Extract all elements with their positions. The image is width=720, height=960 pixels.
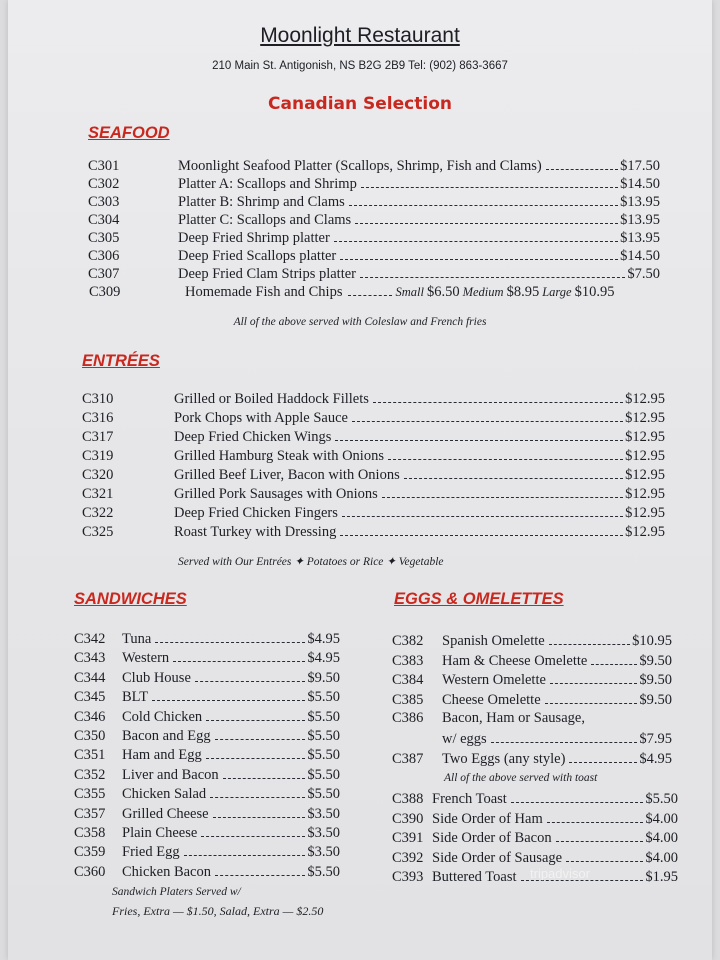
menu-item-c386-line2 xyxy=(442,730,672,748)
menu-item-c304 xyxy=(88,211,660,229)
item-price: $12.95 xyxy=(625,410,665,426)
dot-leader xyxy=(545,703,638,704)
item-name: Plain Cheese xyxy=(122,825,198,841)
item-name: Western xyxy=(122,650,170,667)
dot-leader xyxy=(155,642,305,643)
sandwiches-heading: SANDWICHES xyxy=(74,590,187,608)
item-name: French Toast xyxy=(432,791,507,807)
item-name: Pork Chops with Apple Sauce xyxy=(174,410,348,426)
menu-item-c322 xyxy=(82,504,665,522)
item-name: Chicken Salad xyxy=(122,786,207,803)
item-price: $5.50 xyxy=(307,766,340,783)
item-name: Grilled Hamburg Steak with Onions xyxy=(174,448,384,464)
dot-leader xyxy=(223,778,306,779)
dot-leader xyxy=(550,683,637,684)
menu-item-c303 xyxy=(88,193,660,211)
item-name: Grilled Pork Sausages with Onions xyxy=(174,486,378,502)
item-name: Fried Egg xyxy=(122,844,180,861)
item-name: Deep Fried Scallops platter xyxy=(178,248,337,264)
item-price: $12.95 xyxy=(625,486,665,502)
item-price: $4.95 xyxy=(307,631,340,647)
menu-item-c351 xyxy=(74,746,340,764)
entrees-note: Served with Our Entrées ✦ Potatoes or Rice ✦ Vegetable xyxy=(178,556,444,568)
dot-leader xyxy=(511,802,644,803)
item-price: $3.50 xyxy=(307,805,340,822)
menu-item-c344 xyxy=(74,669,340,687)
item-name-line1: Bacon, Ham or Sausage, xyxy=(442,710,585,726)
item-code: C386 xyxy=(392,710,424,726)
dot-leader xyxy=(556,841,644,842)
item-price: $13.95 xyxy=(620,212,660,228)
item-price: $9.50 xyxy=(307,669,340,686)
menu-item-c388 xyxy=(392,790,678,808)
item-code: C357 xyxy=(74,805,106,822)
item-code: C346 xyxy=(74,708,106,725)
item-price: $12.95 xyxy=(625,524,665,540)
size-small-label: Small xyxy=(395,285,424,299)
item-price: $9.50 xyxy=(639,691,672,708)
menu-item-c382 xyxy=(392,632,672,650)
item-code: C302 xyxy=(88,176,120,192)
item-code: C320 xyxy=(82,467,114,483)
item-name: Side Order of Sausage xyxy=(432,849,563,866)
item-price: $3.50 xyxy=(307,825,340,841)
dot-leader xyxy=(340,535,623,536)
dot-leader xyxy=(206,720,305,721)
dot-leader xyxy=(210,797,305,798)
menu-item-c301 xyxy=(88,157,660,175)
item-price: $4.95 xyxy=(639,751,672,767)
item-name: Western Omelette xyxy=(442,672,546,688)
menu-item-c391 xyxy=(392,829,678,847)
menu-item-c307 xyxy=(88,265,660,283)
dot-leader xyxy=(215,875,305,876)
size-large-label: Large xyxy=(542,285,572,299)
item-code: C307 xyxy=(88,266,120,282)
item-name: Liver and Bacon xyxy=(122,766,219,783)
item-price: $12.95 xyxy=(625,505,665,521)
menu-item-c345 xyxy=(74,688,340,706)
menu-item-c350 xyxy=(74,727,340,745)
item-name: Deep Fried Shrimp platter xyxy=(178,230,330,246)
item-name: Two Eggs (any style) xyxy=(442,751,566,767)
item-code: C388 xyxy=(392,791,424,807)
menu-page xyxy=(8,0,712,960)
dot-leader xyxy=(348,295,392,296)
item-name: Club House xyxy=(122,669,191,686)
item-name: BLT xyxy=(122,689,149,706)
item-name: Grilled Cheese xyxy=(122,805,209,822)
item-name: Moonlight Seafood Platter (Scallops, Shrimp, Fish and Clams) xyxy=(178,158,542,174)
menu-item-c355 xyxy=(74,785,340,803)
item-name: Platter C: Scallops and Clams xyxy=(178,212,352,228)
menu-item-c320 xyxy=(82,466,665,484)
dot-leader xyxy=(549,644,630,645)
item-code: C390 xyxy=(392,810,424,827)
item-price: $1.95 xyxy=(645,869,678,885)
item-name: Homemade Fish and Chips xyxy=(185,284,343,300)
item-code: C342 xyxy=(74,631,106,647)
dot-leader xyxy=(404,478,623,479)
menu-item-c392 xyxy=(392,849,678,867)
item-code: C352 xyxy=(74,766,106,783)
dot-leader xyxy=(373,402,623,403)
item-price: $5.50 xyxy=(307,708,340,725)
item-price: $5.50 xyxy=(307,786,340,803)
item-price: $17.50 xyxy=(620,158,660,174)
item-code: C344 xyxy=(74,669,106,686)
menu-item-c390 xyxy=(392,810,678,828)
item-name: Cold Chicken xyxy=(122,708,203,725)
item-price: $12.95 xyxy=(625,448,665,464)
menu-item-c310 xyxy=(82,390,665,408)
item-name: Chicken Bacon xyxy=(122,863,211,880)
item-code: C350 xyxy=(74,728,106,744)
item-code: C303 xyxy=(88,194,120,210)
item-price: $5.50 xyxy=(307,728,340,744)
menu-item-c317 xyxy=(82,428,665,446)
item-name: Bacon and Egg xyxy=(122,728,211,744)
dot-leader xyxy=(491,742,638,743)
item-price: $12.95 xyxy=(625,467,665,483)
menu-item-c316 xyxy=(82,409,665,427)
item-name: Ham & Cheese Omelette xyxy=(442,652,588,669)
item-price: $4.00 xyxy=(645,830,678,846)
menu-item-c305 xyxy=(88,229,660,247)
dot-leader xyxy=(352,421,623,422)
dot-leader xyxy=(206,758,306,759)
dot-leader xyxy=(173,661,305,662)
item-name: Cheese Omelette xyxy=(442,691,541,708)
menu-item-c302 xyxy=(88,175,660,193)
menu-item-c386 xyxy=(392,710,585,727)
dot-leader xyxy=(546,169,618,170)
item-name: Platter B: Shrimp and Clams xyxy=(178,194,345,210)
item-name: Roast Turkey with Dressing xyxy=(174,524,337,540)
item-price: $10.95 xyxy=(632,633,672,649)
item-code: C359 xyxy=(74,844,106,861)
dot-leader xyxy=(566,861,643,862)
size-medium-label: Medium xyxy=(462,285,504,299)
dot-leader xyxy=(334,241,618,242)
menu-item-c306 xyxy=(88,247,660,265)
dot-leader xyxy=(382,497,623,498)
menu-item-c321 xyxy=(82,485,665,503)
item-code: C392 xyxy=(392,849,424,866)
seafood-heading: SEAFOOD xyxy=(88,124,170,142)
menu-item-c325 xyxy=(82,523,665,541)
dot-leader xyxy=(152,700,305,701)
item-price: $3.50 xyxy=(307,844,340,861)
item-code: C387 xyxy=(392,751,424,767)
item-code: C351 xyxy=(74,747,106,764)
item-price: $13.95 xyxy=(620,194,660,210)
menu-item-c343 xyxy=(74,649,340,667)
item-name: Buttered Toast xyxy=(432,869,517,885)
item-code: C310 xyxy=(82,391,114,407)
dot-leader xyxy=(342,516,623,517)
menu-item-c319 xyxy=(82,447,665,465)
item-name-line2: w/ eggs xyxy=(442,731,487,747)
dot-leader xyxy=(213,817,306,818)
dot-leader xyxy=(349,205,618,206)
menu-item-c346 xyxy=(74,708,340,726)
menu-item-c359 xyxy=(74,843,340,861)
item-price: $12.95 xyxy=(625,429,665,445)
item-code: C345 xyxy=(74,689,106,706)
dot-leader xyxy=(335,440,623,441)
item-code: C309 xyxy=(89,284,121,300)
item-price: $5.50 xyxy=(307,689,340,706)
item-price: $14.50 xyxy=(620,248,660,264)
item-price: $4.00 xyxy=(645,849,678,866)
item-price: $9.50 xyxy=(639,672,672,688)
dot-leader xyxy=(355,223,618,224)
dot-leader xyxy=(361,187,618,188)
item-code: C343 xyxy=(74,650,106,667)
item-price: $7.50 xyxy=(627,266,660,282)
item-code: C316 xyxy=(82,410,114,426)
item-code: C322 xyxy=(82,505,114,521)
item-price: $12.95 xyxy=(625,391,665,407)
restaurant-title: Moonlight Restaurant xyxy=(260,24,460,47)
item-code: C391 xyxy=(392,830,424,846)
item-price: $4.00 xyxy=(645,810,678,827)
item-code: C383 xyxy=(392,652,424,669)
item-price: $14.50 xyxy=(620,176,660,192)
item-code: C358 xyxy=(74,825,106,841)
item-price: $5.50 xyxy=(307,863,340,880)
menu-item-c342 xyxy=(74,630,340,648)
item-code: C304 xyxy=(88,212,120,228)
item-code: C305 xyxy=(88,230,120,246)
size-large-price: $10.95 xyxy=(574,284,615,300)
item-price: $5.50 xyxy=(645,791,678,807)
item-name: Side Order of Bacon xyxy=(432,830,552,846)
dot-leader xyxy=(340,259,618,260)
seafood-note: All of the above served with Coleslaw and French fries xyxy=(233,316,487,328)
menu-item-c357 xyxy=(74,805,340,823)
dot-leader xyxy=(184,855,306,856)
dot-leader xyxy=(569,762,637,763)
item-code: C306 xyxy=(88,248,120,264)
eggs-note: All of the above served with toast xyxy=(444,772,598,784)
menu-item-c387 xyxy=(392,750,672,768)
item-name: Tuna xyxy=(122,631,152,647)
restaurant-address: 210 Main St. Antigonish, NS B2G 2B9 Tel: (902) 863-3667 xyxy=(212,60,508,72)
menu-item-c352 xyxy=(74,766,340,784)
entrees-heading: ENTRÉES xyxy=(82,352,160,370)
sandwiches-note-line1: Sandwich Platers Served w/ xyxy=(112,886,241,898)
item-code: C355 xyxy=(74,786,106,803)
item-price: $9.50 xyxy=(639,652,672,669)
menu-item-c384 xyxy=(392,671,672,689)
item-code: C382 xyxy=(392,633,424,649)
item-code: C321 xyxy=(82,486,114,502)
item-name: Spanish Omelette xyxy=(442,633,545,649)
item-price: $7.95 xyxy=(639,731,672,747)
dot-leader xyxy=(215,739,306,740)
watermark-text: tripadvisor xyxy=(530,866,590,881)
item-price: $4.95 xyxy=(307,650,340,667)
dot-leader xyxy=(201,836,305,837)
item-code: C325 xyxy=(82,524,114,540)
item-code: C393 xyxy=(392,869,424,885)
item-name: Grilled Beef Liver, Bacon with Onions xyxy=(174,467,400,483)
item-name: Deep Fried Chicken Fingers xyxy=(174,505,338,521)
menu-item-c360 xyxy=(74,863,340,881)
sandwiches-note-line2: Fries, Extra — $1.50, Salad, Extra — $2.50 xyxy=(112,904,324,918)
size-small-price: $6.50 xyxy=(426,284,460,300)
item-name: Deep Fried Chicken Wings xyxy=(174,429,332,445)
size-medium-price: $8.95 xyxy=(506,284,540,300)
menu-item-c383 xyxy=(392,652,672,670)
item-name: Grilled or Boiled Haddock Fillets xyxy=(174,391,369,407)
dot-leader xyxy=(591,664,637,665)
dot-leader xyxy=(360,277,625,278)
eggs-heading: EGGS & OMELETTES xyxy=(394,590,564,608)
item-code: C385 xyxy=(392,691,424,708)
item-name: Platter A: Scallops and Shrimp xyxy=(178,176,357,192)
menu-item-c385 xyxy=(392,691,672,709)
dot-leader xyxy=(388,459,623,460)
item-name: Ham and Egg xyxy=(122,747,202,764)
item-code: C317 xyxy=(82,429,114,445)
item-name: Side Order of Ham xyxy=(432,810,543,827)
item-price: $13.95 xyxy=(620,230,660,246)
item-code: C319 xyxy=(82,448,114,464)
selection-title: Canadian Selection xyxy=(268,94,452,114)
item-name: Deep Fried Clam Strips platter xyxy=(178,266,356,282)
menu-item-c358 xyxy=(74,824,340,842)
item-code: C360 xyxy=(74,863,106,880)
dot-leader xyxy=(547,822,644,823)
item-price: $5.50 xyxy=(307,747,340,764)
dot-leader xyxy=(195,681,306,682)
menu-item-c309 xyxy=(86,283,660,301)
item-code: C384 xyxy=(392,672,424,688)
item-code: C301 xyxy=(88,158,120,174)
